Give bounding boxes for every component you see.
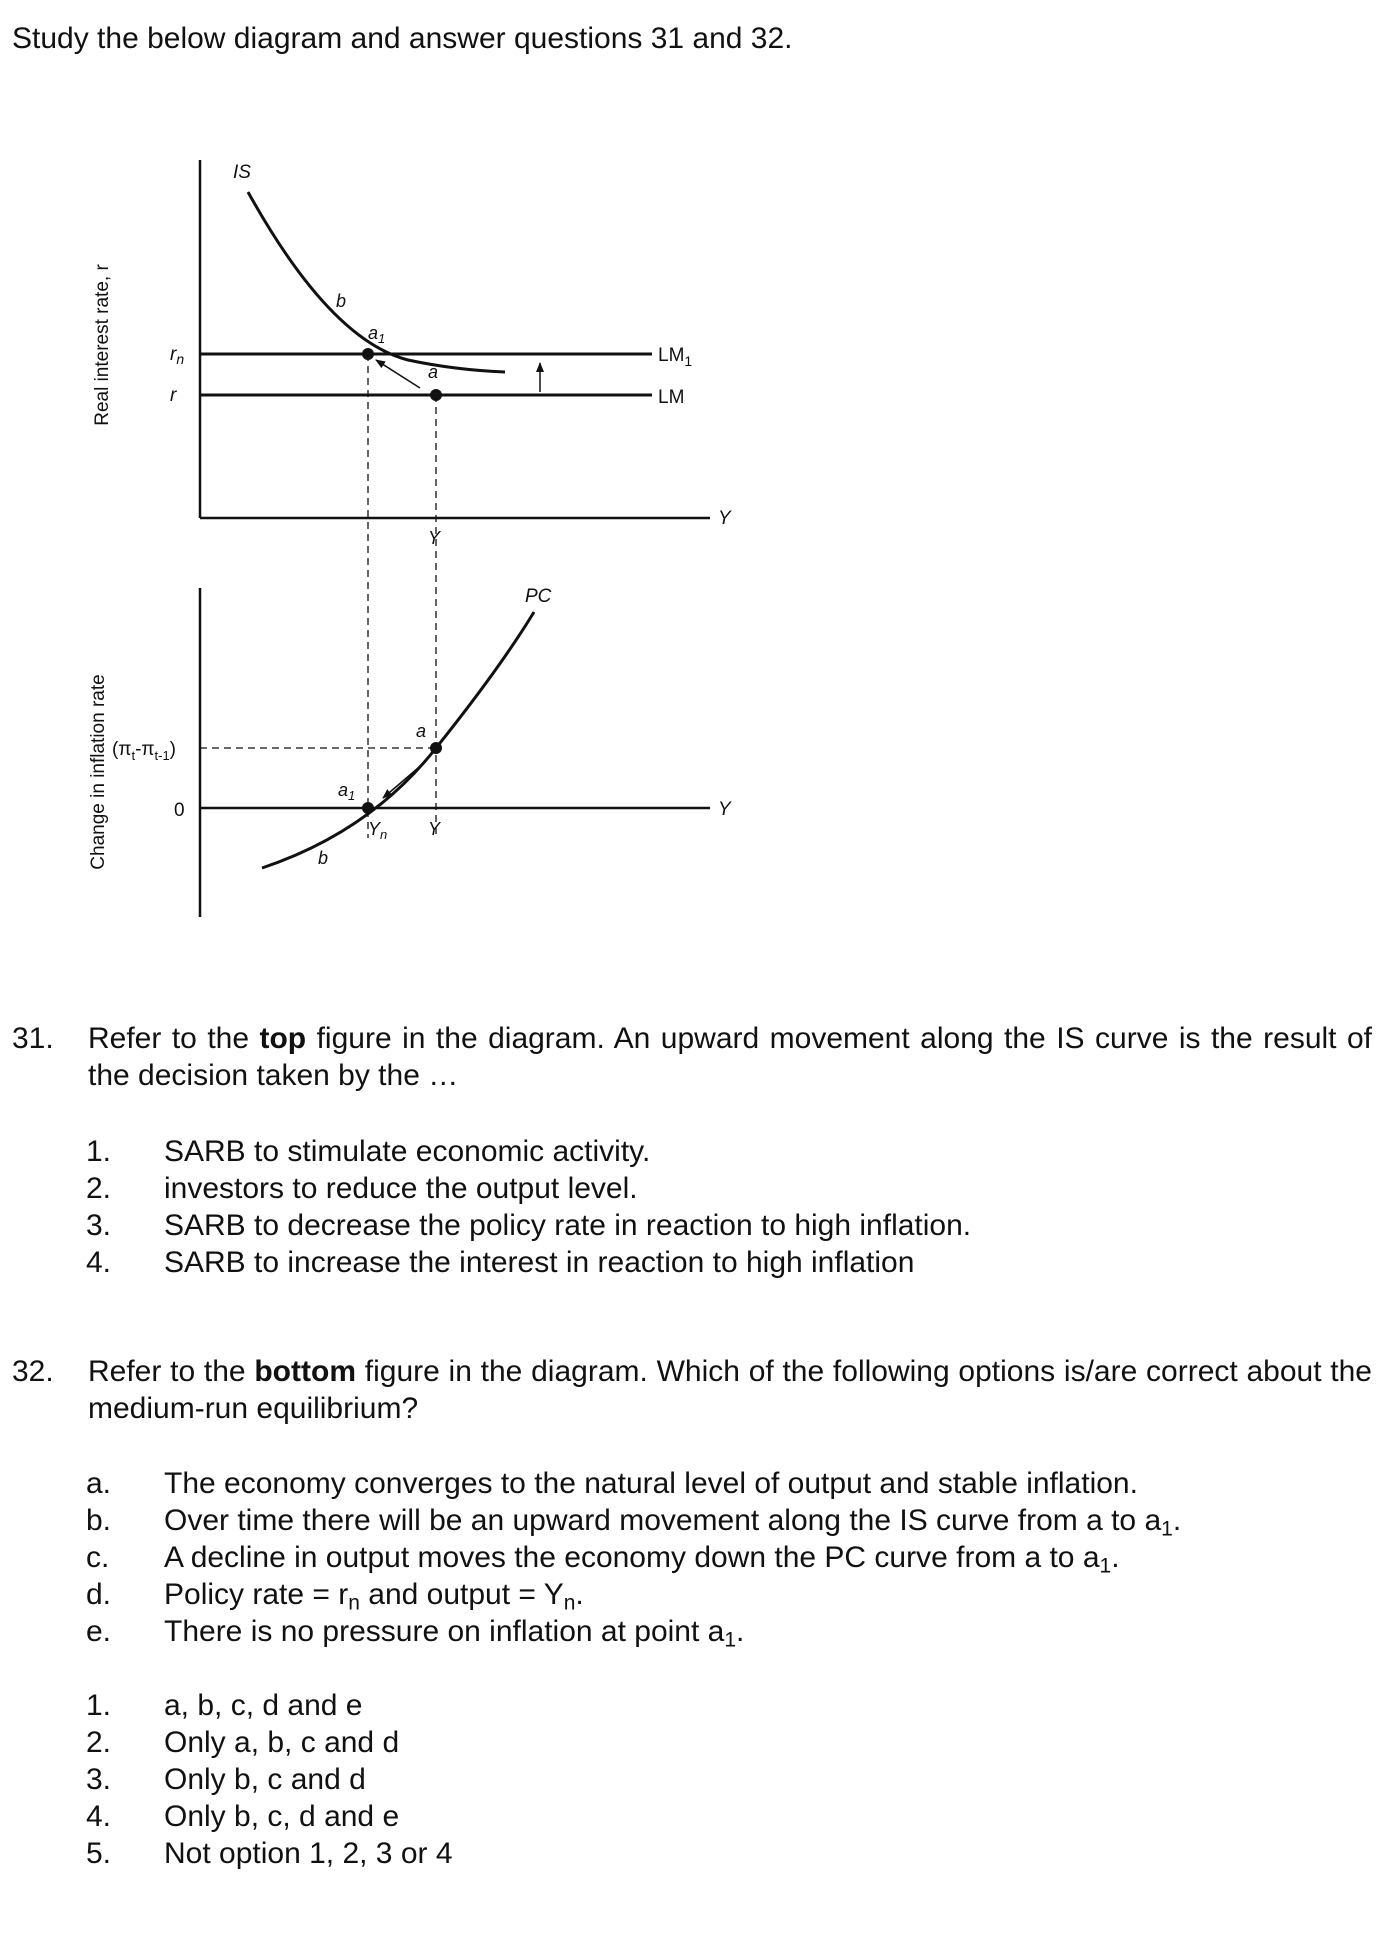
- top-point-b-label: b: [336, 291, 347, 311]
- is-curve: [248, 192, 505, 372]
- is-curve-label: IS: [233, 162, 251, 183]
- question-number: 32.: [12, 1355, 54, 1388]
- rate-rn-label: $r_n$: [170, 344, 185, 367]
- instructions: Study the below diagram and answer questions 31 and 32.: [12, 22, 793, 55]
- pc-curve: [262, 612, 534, 868]
- question-32: [12, 1353, 1372, 1427]
- top-figure: [92, 160, 732, 548]
- bottom-point-a1-label: $a_1$: [338, 780, 356, 803]
- is-lm-pc-diagram: [0, 120, 800, 920]
- top-x-axis-label: Y: [718, 508, 731, 529]
- question-number: 31.: [12, 1022, 54, 1055]
- question-stem: Refer to the bottom figure in the diagram. Which of the following options is/are correct about the medium-run equilibrium?: [88, 1355, 1372, 1425]
- lm-curve-label: LM: [658, 387, 685, 408]
- x-tick-yn: $Y_n$: [368, 819, 388, 842]
- top-point-a1-label: $a_1$: [368, 323, 386, 346]
- x-tick-y: Y: [428, 819, 441, 839]
- bottom-point-a-label: a: [416, 721, 427, 741]
- zero-label: 0: [174, 800, 185, 821]
- top-y-axis-label: Real interest rate, r: [92, 264, 113, 426]
- bottom-x-axis-label: Y: [718, 799, 731, 820]
- movement-arrow-a-to-a1: [376, 360, 420, 388]
- lm1-curve-label: $LM_1$: [658, 345, 693, 369]
- inflation-change-label: $(\pi_t-\pi_{t-1})$: [112, 739, 176, 763]
- movement-arrow-down-pc: [383, 762, 425, 798]
- bottom-y-axis-label: Change in inflation rate: [88, 674, 109, 870]
- rate-r-label: r: [170, 385, 177, 406]
- question-stem: Refer to the top figure in the diagram. An upward movement along the IS curve is the result of the decision taken by the …: [88, 1022, 1372, 1092]
- pc-point-a: [430, 742, 442, 754]
- top-x-tick-y: Y: [428, 528, 441, 548]
- pc-point-a1: [362, 802, 374, 814]
- bottom-figure: [88, 586, 732, 917]
- pc-curve-label: PC: [525, 586, 552, 607]
- bottom-point-b-label: b: [318, 848, 329, 868]
- top-point-a-label: a: [428, 362, 439, 382]
- question-31: [12, 1020, 1372, 1094]
